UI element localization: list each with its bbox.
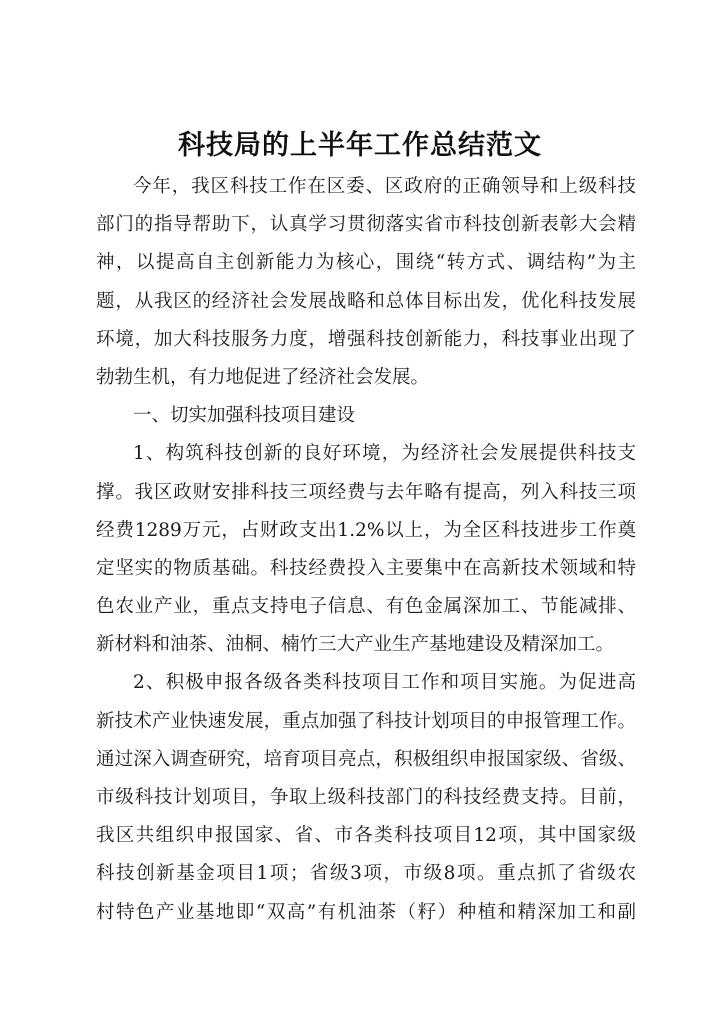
document-title: 科技局的上半年工作总结范文 [178, 130, 542, 161]
paragraph-line: 市级科技计划项目，争取上级科技部门的科技经费支持。目前， [96, 787, 636, 808]
paragraph-line: 今年，我区科技工作在区委、区政府的正确领导和上级科技 [133, 176, 636, 197]
paragraph-line: 勃勃生机，有力地促进了经济社会发展。 [96, 366, 430, 388]
paragraph-line: 色农业产业，重点支持电子信息、有色金属深加工、节能减排、 [96, 596, 636, 618]
paragraph-line: 定坚实的物质基础。科技经费投入主要集中在高新技术领域和特 [96, 557, 636, 579]
paragraph-line: 2、积极申报各级各类科技项目工作和项目实施。为促进高 [133, 672, 636, 694]
paragraph-line: 经费1289万元，占财政支出1.2%以上，为全区科技进步工作奠 [96, 519, 636, 541]
paragraph-line: 我区共组织申报国家、省、市各类科技项目12项，其中国家级 [96, 825, 636, 847]
paragraph-line: 神，以提高自主创新能力为核心，围绕“转方式、调结构”为主 [96, 252, 636, 274]
paragraph-line: 部门的指导帮助下，认真学习贯彻落实省市科技创新表彰大会精 [96, 214, 636, 236]
paragraph-line: 新技术产业快速发展，重点加强了科技计划项目的申报管理工作。 [96, 710, 636, 732]
paragraph-line: 环境，加大科技服务力度，增强科技创新能力，科技事业出现了 [96, 328, 636, 350]
paragraph-line: 通过深入调查研究，培育项目亮点，积极组织申报国家级、省级、 [96, 748, 636, 770]
paragraph-line: 撑。我区政财安排科技三项经费与去年略有提高，列入科技三项 [96, 481, 636, 503]
paragraph-line: 题，从我区的经济社会发展战略和总体目标出发，优化科技发展 [96, 290, 636, 312]
paragraph-line: 村特色产业基地即“双高”有机油茶（籽）种植和精深加工和副 [96, 901, 636, 923]
paragraph-line: 新材料和油茶、油桐、楠竹三大产业生产基地建设及精深加工。 [96, 634, 615, 656]
paragraph-line: 1、构筑科技创新的良好环境，为经济社会发展提供科技支 [133, 443, 636, 465]
paragraph-line: 科技创新基金项目1项；省级3项，市级8项。重点抓了省级农 [96, 863, 636, 885]
document-body [96, 168, 636, 932]
section-heading: 一、切实加强科技项目建设 [133, 405, 356, 427]
